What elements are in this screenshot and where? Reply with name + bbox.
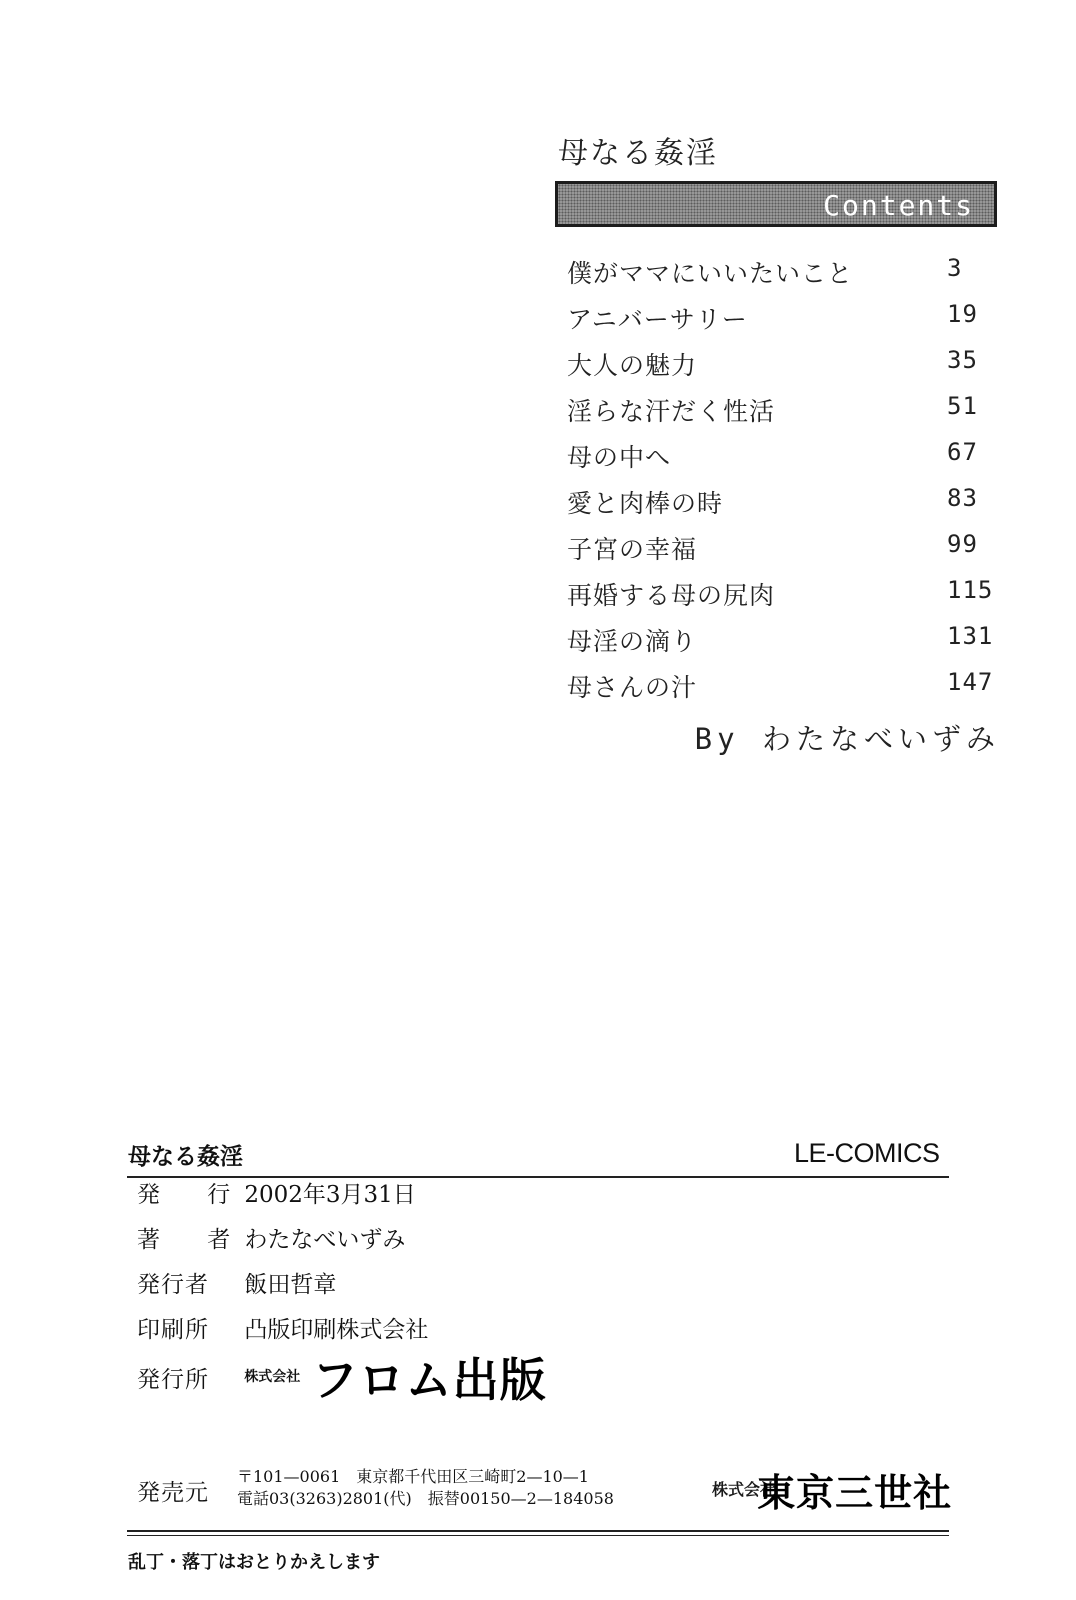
seller-address-line: 〒101—0061 東京都千代田区三崎町2—10—1 [237, 1467, 589, 1486]
contents-header-bar [555, 181, 997, 227]
toc-item[interactable] [567, 434, 997, 480]
toc-item[interactable] [567, 526, 997, 572]
author-label: 著 者 [137, 1227, 251, 1253]
divider [127, 1535, 949, 1536]
issuer-name: 飯田哲章 [244, 1272, 337, 1298]
toc-item[interactable] [567, 388, 997, 434]
toc-item-page: 131 [947, 622, 994, 650]
seller-prefix: 株式会社 [712, 1479, 777, 1499]
colophon-row-issuer [137, 1266, 336, 1299]
seller-label: 発売元 [137, 1480, 209, 1506]
book-title: 母なる姦淫 [558, 136, 718, 171]
toc-item-page: 35 [947, 346, 978, 374]
seller-company [712, 1462, 952, 1517]
series-label: LE-COMICS [794, 1138, 940, 1168]
printer-label: 印刷所 [137, 1317, 209, 1343]
toc-item-page: 19 [947, 300, 978, 328]
toc-item[interactable] [567, 342, 997, 388]
toc-item-title: アニバーサリー [567, 305, 748, 334]
toc-item-title: 僕がママにいいたいこと [567, 259, 854, 288]
table-of-contents [567, 250, 997, 710]
publisher-name: フロム出版 [311, 1353, 547, 1407]
toc-item-title: 母の中へ [567, 443, 672, 472]
seller-name: 東京三世社 [757, 1471, 953, 1515]
toc-item[interactable] [567, 296, 997, 342]
toc-item-title: 子宮の幸福 [567, 535, 698, 564]
divider [127, 1530, 949, 1532]
issue-date: 2002年3月31日 [244, 1182, 416, 1208]
seller-phone-line: 電話03(3263)2801(代) 振替00150—2—184058 [237, 1489, 614, 1508]
toc-item-page: 83 [947, 484, 978, 512]
toc-item-title: 母さんの汁 [567, 673, 698, 702]
toc-item-page: 99 [947, 530, 978, 558]
toc-item[interactable] [567, 480, 997, 526]
issuer-label: 発行者 [137, 1272, 209, 1298]
toc-item-page: 51 [947, 392, 978, 420]
toc-item[interactable] [567, 250, 997, 296]
toc-item-title: 淫らな汗だく性活 [567, 397, 776, 426]
toc-item-page: 147 [947, 668, 994, 696]
toc-item-page: 115 [947, 576, 994, 604]
seller-address [237, 1466, 614, 1510]
toc-item[interactable] [567, 618, 997, 664]
issue-label: 発 行 [137, 1182, 251, 1208]
toc-item-title: 大人の魅力 [567, 351, 698, 380]
contents-header-label: Contents [823, 189, 974, 222]
author-name: わたなべいずみ [244, 1227, 406, 1253]
author-credit: By わたなべいずみ [694, 722, 1000, 756]
toc-item[interactable] [567, 572, 997, 618]
toc-item-title: 母淫の滴り [567, 627, 698, 656]
toc-item-title: 愛と肉棒の時 [567, 489, 724, 518]
toc-item-title: 再婚する母の尻肉 [567, 581, 776, 610]
toc-item-page: 3 [947, 254, 963, 282]
colophon-title: 母なる姦淫 [128, 1143, 243, 1170]
colophon-row-publisher [137, 1344, 547, 1410]
toc-item-page: 67 [947, 438, 978, 466]
colophon-row-author [137, 1221, 405, 1254]
replacement-notice: 乱丁・落丁はおとりかえします [128, 1552, 380, 1573]
colophon-row-issue [137, 1176, 416, 1209]
colophon-row-printer [137, 1311, 428, 1344]
publisher-prefix: 株式会社 [244, 1368, 301, 1385]
publisher-label: 発行所 [137, 1366, 209, 1393]
printer-name: 凸版印刷株式会社 [244, 1317, 429, 1343]
toc-item[interactable] [567, 664, 997, 710]
